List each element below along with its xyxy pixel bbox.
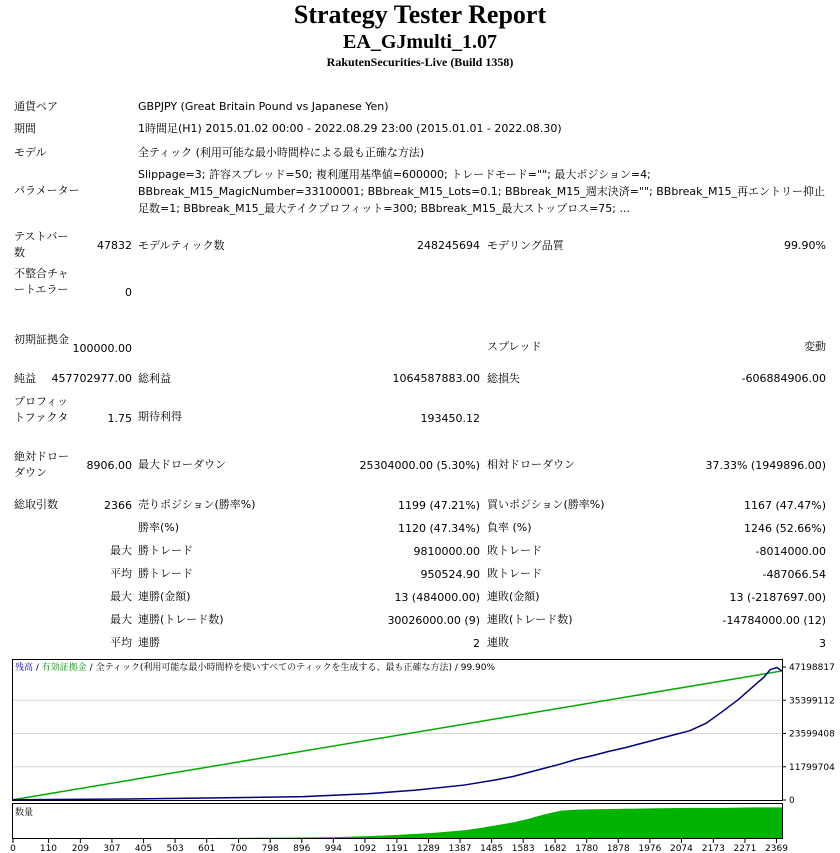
spread-label: スプレッド <box>487 340 542 353</box>
max-consec-losses-value: 13 (-2187697.00) <box>729 591 826 604</box>
model-label: モデル <box>14 146 47 159</box>
avg-consec-wins-label: 連勝 <box>138 636 160 649</box>
expected-value: 193450.12 <box>420 412 480 425</box>
largest-win-value: 9810000.00 <box>413 545 480 558</box>
max-dd-value: 25304000.00 (5.30%) <box>359 459 480 472</box>
pf-label: プロフィットファクタ <box>14 395 69 424</box>
lossrate-value: 1246 (52.66%) <box>743 522 826 535</box>
x-tick-label: 1878 <box>606 844 630 853</box>
legend-quality: 99.90% <box>460 663 496 673</box>
avg-win-value: 950524.90 <box>420 568 480 581</box>
legend-separator-1: / <box>33 663 42 673</box>
avg-win-label: 勝トレード <box>138 567 193 580</box>
server-name: RakutenSecurities-Live (Build 1358) <box>326 55 514 69</box>
x-tick-label: 1289 <box>416 844 440 853</box>
quality-label: モデリング品質 <box>487 239 564 252</box>
spread-value: 変動 <box>804 340 826 353</box>
winrate-value: 1120 (47.34%) <box>397 522 480 535</box>
x-tick-label: 0 <box>10 844 16 853</box>
x-tick-label: 1976 <box>638 844 662 853</box>
legend-separator-2: / <box>86 663 96 673</box>
avg-consec-wins-value: 2 <box>473 637 480 650</box>
gross-loss-label: 総損失 <box>487 372 520 385</box>
y-tick-label: 35399112 <box>789 696 835 707</box>
x-tick-label: 405 <box>134 844 153 853</box>
avg-loss-label: 敗トレード <box>487 567 542 580</box>
ticks-label: モデルティック数 <box>138 239 225 252</box>
short-label: 売りポジション(勝率%) <box>138 498 256 511</box>
largest-loss-label: 敗トレード <box>487 544 542 557</box>
symbol-label: 通貨ペア <box>14 100 58 113</box>
y-tick-label: 0 <box>789 796 795 806</box>
x-tick-label: 1485 <box>480 844 504 853</box>
x-tick-label: 1682 <box>543 844 567 853</box>
x-tick-label: 601 <box>198 844 216 853</box>
chart-legend <box>15 661 495 673</box>
legend-model: 全ティック(利用可能な最小時間枠を使いすべてのティックを生成する、最も正確な方法) <box>95 663 452 673</box>
rel-dd-value: 37.33% (1949896.00) <box>705 459 826 472</box>
legend-equity: 有効証拠金 <box>41 663 87 673</box>
short-value: 1199 (47.21%) <box>397 499 480 512</box>
max-consec-prefix: 最大 <box>110 590 132 603</box>
max-consec-loss-value: -14784000.00 (12) <box>722 614 826 627</box>
abs-dd-label: 絶対ドローダウン <box>14 450 69 479</box>
gross-profit-label: 総利益 <box>138 372 171 385</box>
x-tick-label: 1583 <box>511 844 535 853</box>
x-tick-label: 700 <box>230 844 248 853</box>
gross-profit-value: 1064587883.00 <box>392 372 480 385</box>
main-plot-frame <box>13 660 783 801</box>
max-dd-label: 最大ドローダウン <box>138 458 226 471</box>
x-tick-label: 2173 <box>701 844 725 853</box>
params-label: パラメーター <box>14 184 80 197</box>
largest-loss-value: -8014000.00 <box>755 545 826 558</box>
max-consec-profit-value: 30026000.00 (9) <box>387 614 480 627</box>
deposit-value: 100000.00 <box>72 342 132 355</box>
pf-value: 1.75 <box>107 412 132 425</box>
period-value: 1時間足(H1) 2015.01.02 00:00 - 2022.08.29 23:00 (2015.01.01 - 2022.08.30) <box>138 122 562 135</box>
x-tick-label: 1191 <box>385 844 409 853</box>
max-consec-wins-label: 連勝(金額) <box>138 590 191 603</box>
largest-prefix: 最大 <box>110 544 132 557</box>
x-tick-label: 503 <box>166 844 184 853</box>
x-tick-label: 1387 <box>448 844 472 853</box>
balance-chart-svg <box>10 659 835 853</box>
trades-label: 総取引数 <box>14 498 58 511</box>
gross-loss-value: -606884906.00 <box>741 372 826 385</box>
x-tick-label: 994 <box>324 844 342 853</box>
bars-value: 47832 <box>97 239 132 252</box>
params-value: Slippage=3; 許容スプレッド=50; 複利運用基準値=600000; トレードモード=""; 最大ポジション=4; BBbreak_M15_MagicNumber=33100001; BBbreak_M15_Lots=0.1; BBbreak_M15_週末決済=""; BBbreak_M15_再エントリー抑止足数=1; BBbreak_M15_最大テイクプロフィット=300; BBbreak_M15_最大ストップロス=75; ... <box>138 168 825 215</box>
expected-label: 期待利得 <box>138 410 182 423</box>
max-consec-losses-label: 連敗(金額) <box>487 590 540 603</box>
legend-balance: 残高 <box>15 663 34 673</box>
abs-dd-value: 8906.00 <box>86 459 132 472</box>
avg-consec-prefix: 平均 <box>110 636 132 649</box>
avg-loss-value: -487066.54 <box>762 568 826 581</box>
ea-name: EA_GJmulti_1.07 <box>343 31 497 53</box>
quality-value: 99.90% <box>784 239 826 252</box>
y-tick-label: 23599408 <box>789 729 835 740</box>
winrate-label: 勝率(%) <box>138 521 180 534</box>
largest-win-label: 勝トレード <box>138 544 193 557</box>
mismatch-value: 0 <box>125 286 132 299</box>
y-tick-label: 47198817 <box>789 663 835 673</box>
max-consec-wins-value: 13 (484000.00) <box>394 591 480 604</box>
net-label: 純益 <box>14 372 36 385</box>
trades-value: 2366 <box>104 499 132 512</box>
long-label: 買いポジション(勝率%) <box>487 498 605 511</box>
y-tick-label: 11799704 <box>789 762 835 773</box>
avg-consec-losses-value: 3 <box>819 637 826 650</box>
net-value: 457702977.00 <box>51 372 132 385</box>
ticks-value: 248245694 <box>417 239 480 252</box>
x-tick-label: 1780 <box>575 844 599 853</box>
x-tick-label: 896 <box>293 844 311 853</box>
avg-prefix: 平均 <box>110 567 132 580</box>
avg-consec-losses-label: 連敗 <box>487 636 509 649</box>
volume-label: 数量 <box>15 808 34 818</box>
model-value: 全ティック (利用可能な最小時間枠による最も正確な方法) <box>138 146 425 159</box>
legend-separator-3: / <box>451 663 461 673</box>
x-tick-label: 209 <box>71 844 89 853</box>
lossrate-label: 負率 (%) <box>487 521 532 534</box>
max-consec-profit-label: 連勝(トレード数) <box>138 613 224 626</box>
mismatch-label: 不整合チャートエラー <box>14 267 69 296</box>
max-consec-profit-prefix: 最大 <box>110 613 132 626</box>
max-consec-loss-label: 連敗(トレード数) <box>487 613 573 626</box>
report-title: Strategy Tester Report <box>293 0 547 29</box>
x-tick-label: 2271 <box>733 844 757 853</box>
x-tick-label: 1092 <box>353 844 377 853</box>
balance-chart <box>10 659 835 853</box>
x-tick-label: 110 <box>39 844 58 853</box>
rel-dd-label: 相対ドローダウン <box>487 458 575 471</box>
x-tick-label: 798 <box>261 844 279 853</box>
bars-label: テストバー数 <box>14 230 69 259</box>
x-tick-label: 307 <box>103 844 121 853</box>
x-tick-label: 2074 <box>669 844 693 853</box>
long-value: 1167 (47.47%) <box>743 499 826 512</box>
x-tick-label: 2369 <box>765 844 788 853</box>
deposit-label: 初期証拠金 <box>14 333 69 346</box>
period-label: 期間 <box>14 122 36 135</box>
symbol-value: GBPJPY (Great Britain Pound vs Japanese Yen) <box>138 100 389 113</box>
